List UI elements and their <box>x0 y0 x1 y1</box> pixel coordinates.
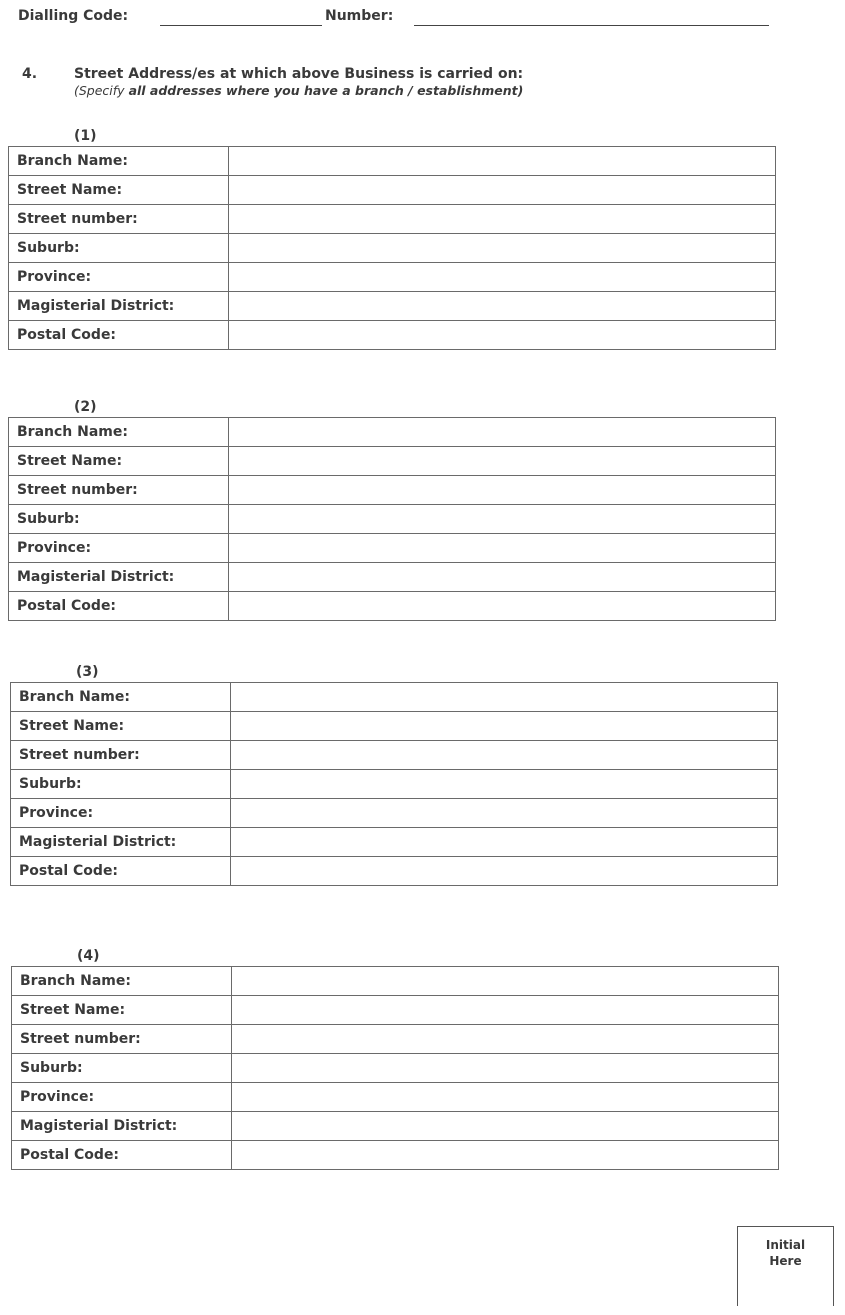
table-row <box>9 476 776 505</box>
field-label: Street Name: <box>11 712 231 741</box>
branch-address-table <box>11 966 779 1170</box>
number-label: Number: <box>325 8 394 24</box>
field-label: Postal Code: <box>12 1141 232 1170</box>
field-input[interactable] <box>232 1112 779 1141</box>
table-row <box>9 176 776 205</box>
field-input[interactable] <box>229 534 776 563</box>
dialling-code-label: Dialling Code: <box>18 8 129 24</box>
field-input[interactable] <box>229 563 776 592</box>
field-input[interactable] <box>232 967 779 996</box>
field-input[interactable] <box>229 321 776 350</box>
branch-address-table <box>8 417 776 621</box>
field-label: Province: <box>12 1083 232 1112</box>
field-label: Street number: <box>11 741 231 770</box>
field-input[interactable] <box>232 1025 779 1054</box>
field-label: Magisterial District: <box>11 828 231 857</box>
table-row <box>9 205 776 234</box>
field-label: Province: <box>11 799 231 828</box>
table-row <box>9 292 776 321</box>
table-row <box>9 563 776 592</box>
table-row <box>9 505 776 534</box>
table-row <box>11 683 778 712</box>
field-input[interactable] <box>229 592 776 621</box>
field-label: Suburb: <box>9 505 229 534</box>
table-row <box>12 1083 779 1112</box>
field-label: Magisterial District: <box>9 292 229 321</box>
field-input[interactable] <box>232 1083 779 1112</box>
branch-number: (1) <box>74 128 97 144</box>
field-label: Magisterial District: <box>12 1112 232 1141</box>
field-input[interactable] <box>229 176 776 205</box>
field-input[interactable] <box>229 205 776 234</box>
field-label: Suburb: <box>12 1054 232 1083</box>
field-label: Branch Name: <box>9 147 229 176</box>
table-row <box>9 534 776 563</box>
dialling-code-field[interactable] <box>160 25 322 26</box>
table-row <box>11 857 778 886</box>
field-input[interactable] <box>229 234 776 263</box>
field-input[interactable] <box>231 741 778 770</box>
field-label: Branch Name: <box>12 967 232 996</box>
branch-address-table <box>8 146 776 350</box>
field-input[interactable] <box>229 447 776 476</box>
section-title: Street Address/es at which above Business is carried on: <box>74 66 524 82</box>
field-label: Postal Code: <box>9 321 229 350</box>
table-row <box>11 828 778 857</box>
table-row <box>12 1054 779 1083</box>
field-label: Province: <box>9 534 229 563</box>
table-row <box>9 234 776 263</box>
table-row <box>12 1112 779 1141</box>
table-row <box>12 996 779 1025</box>
field-label: Branch Name: <box>9 418 229 447</box>
table-row <box>11 799 778 828</box>
field-input[interactable] <box>229 505 776 534</box>
branch-number: (4) <box>77 948 100 964</box>
field-input[interactable] <box>231 799 778 828</box>
dialling-row <box>18 6 778 30</box>
section-subtitle-bold: all addresses where you have a branch / establishment) <box>128 83 524 98</box>
field-label: Branch Name: <box>11 683 231 712</box>
field-input[interactable] <box>232 996 779 1025</box>
table-row <box>9 592 776 621</box>
here-label: Here <box>769 1254 802 1268</box>
table-row <box>9 263 776 292</box>
table-row <box>9 418 776 447</box>
field-input[interactable] <box>229 292 776 321</box>
section-number: 4. <box>22 66 38 82</box>
initial-here-box[interactable] <box>737 1226 834 1306</box>
field-label: Street number: <box>12 1025 232 1054</box>
field-label: Suburb: <box>9 234 229 263</box>
field-label: Postal Code: <box>11 857 231 886</box>
field-label: Street number: <box>9 205 229 234</box>
table-row <box>9 147 776 176</box>
field-label: Province: <box>9 263 229 292</box>
branch-number: (2) <box>74 399 97 415</box>
field-input[interactable] <box>232 1141 779 1170</box>
table-row <box>11 712 778 741</box>
table-row <box>9 447 776 476</box>
table-row <box>11 770 778 799</box>
initial-label: Initial <box>765 1238 806 1252</box>
branch-address-table <box>10 682 778 886</box>
section-subtitle <box>74 83 523 98</box>
section-subtitle-prefix: (Specify <box>74 83 129 98</box>
field-label: Street Name: <box>12 996 232 1025</box>
field-label: Magisterial District: <box>9 563 229 592</box>
table-row <box>9 321 776 350</box>
branch-number: (3) <box>76 664 99 680</box>
table-row <box>12 967 779 996</box>
field-input[interactable] <box>229 418 776 447</box>
field-input[interactable] <box>231 712 778 741</box>
field-input[interactable] <box>229 476 776 505</box>
table-row <box>12 1141 779 1170</box>
number-field[interactable] <box>414 25 769 26</box>
field-label: Postal Code: <box>9 592 229 621</box>
field-input[interactable] <box>229 147 776 176</box>
field-label: Suburb: <box>11 770 231 799</box>
table-row <box>11 741 778 770</box>
field-input[interactable] <box>232 1054 779 1083</box>
field-input[interactable] <box>229 263 776 292</box>
field-label: Street Name: <box>9 447 229 476</box>
field-label: Street Name: <box>9 176 229 205</box>
field-input[interactable] <box>231 857 778 886</box>
field-input[interactable] <box>231 828 778 857</box>
field-label: Street number: <box>9 476 229 505</box>
field-input[interactable] <box>231 770 778 799</box>
field-input[interactable] <box>231 683 778 712</box>
table-row <box>12 1025 779 1054</box>
